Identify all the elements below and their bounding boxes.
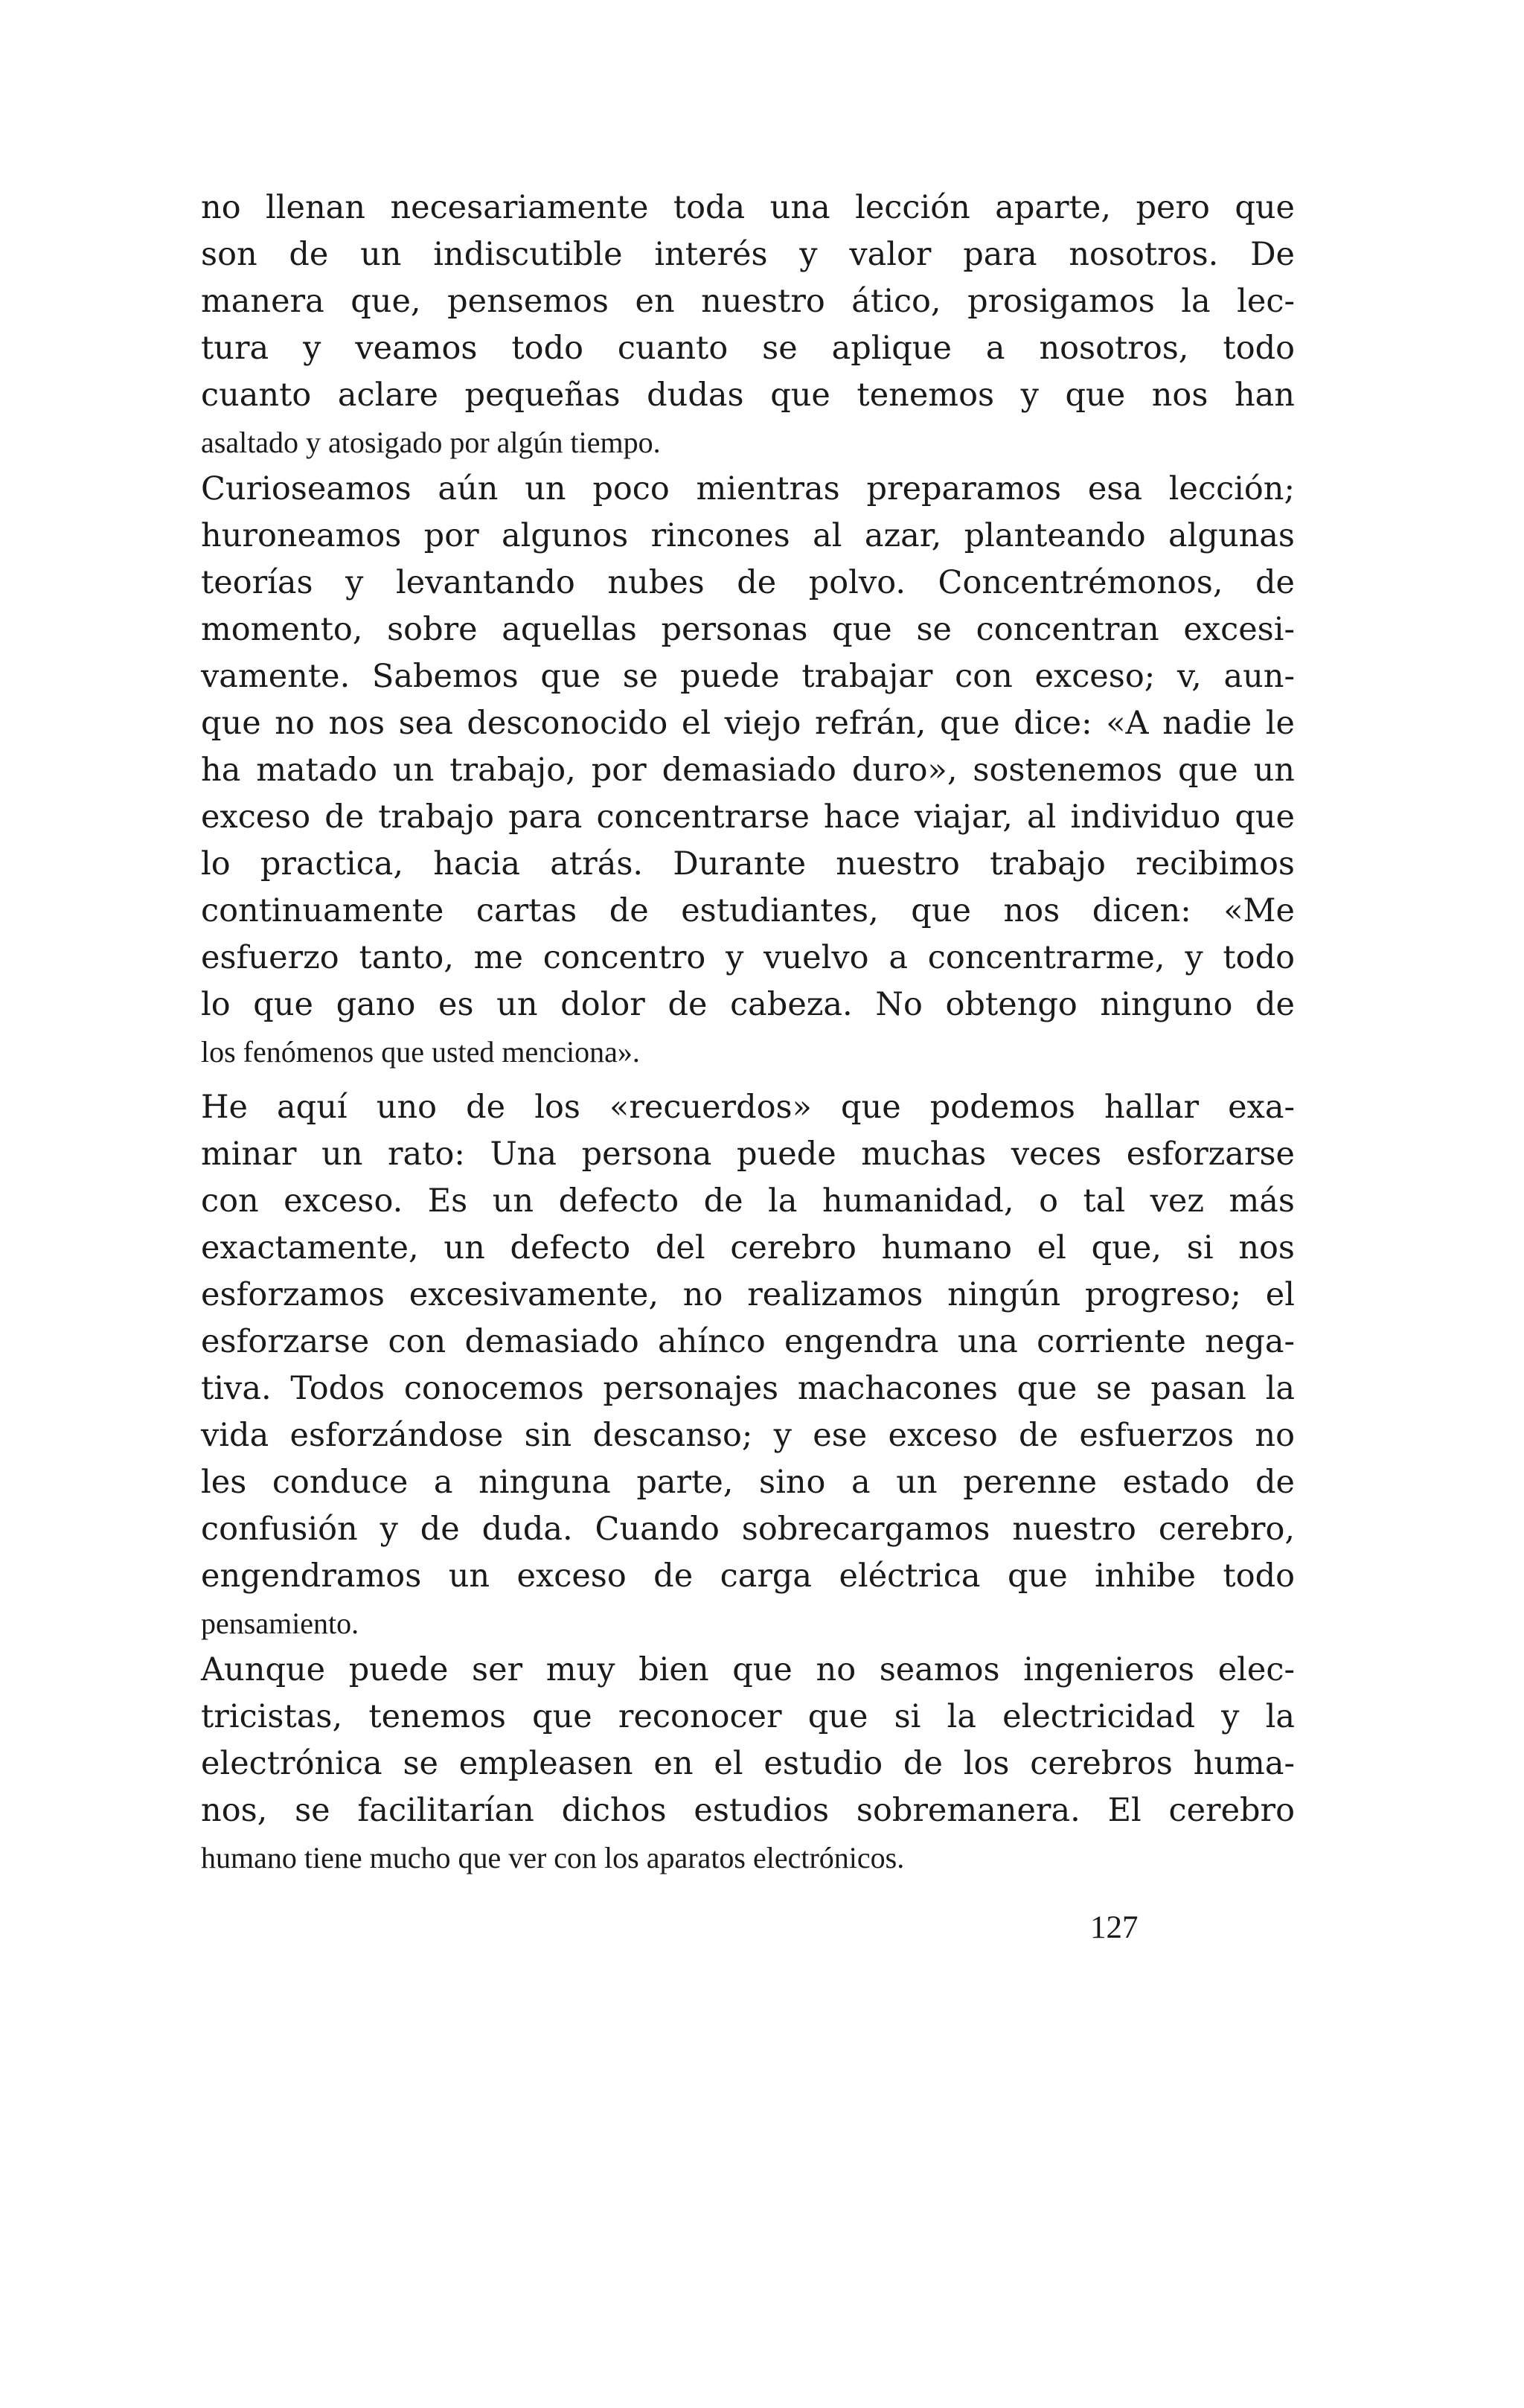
text-line: les conduce a ninguna parte, sino a un perenne estado de [201, 1464, 1295, 1501]
text-line: tura y veamos todo cuanto se aplique a nosotros, todo [201, 330, 1295, 367]
page-body [201, 185, 1295, 1881]
text-line: son de un indiscutible interés y valor para nosotros. De [201, 236, 1295, 273]
text-line: nos, se facilitarían dichos estudios sobremanera. El cerebro [201, 1792, 1295, 1829]
text-line: los fenómenos que usted menciona». [201, 1035, 640, 1069]
text-line: Aunque puede ser muy bien que no seamos ingenieros elec- [201, 1651, 1295, 1688]
text-line: esfuerzo tanto, me concentro y vuelvo a concentrarme, y todo [201, 939, 1295, 976]
text-line: esforzarse con demasiado ahínco engendra una corriente nega- [201, 1323, 1295, 1360]
page-number: 127 [1090, 1910, 1139, 1945]
text-line: tiva. Todos conocemos personajes machacones que se pasan la [201, 1370, 1295, 1407]
text-line: continuamente cartas de estudiantes, que nos dicen: «Me [201, 892, 1295, 929]
text-line: que no nos sea desconocido el viejo refrán, que dice: «A nadie le [201, 705, 1295, 742]
text-line: pensamiento. [201, 1607, 359, 1640]
text-line: Curioseamos aún un poco mientras preparamos esa lección; [201, 470, 1295, 507]
text-line: He aquí uno de los «recuerdos» que podemos hallar exa- [201, 1089, 1295, 1126]
text-line: asaltado y atosigado por algún tiempo. [201, 426, 661, 459]
text-line: tricistas, tenemos que reconocer que si la electricidad y la [201, 1698, 1295, 1735]
paragraph [201, 466, 1295, 1075]
paragraph [201, 1647, 1295, 1881]
text-line: esforzamos excesivamente, no realizamos ningún progreso; el [201, 1276, 1295, 1313]
paragraph [201, 1084, 1295, 1647]
text-line: con exceso. Es un defecto de la humanidad, o tal vez más [201, 1182, 1295, 1220]
text-line: ha matado un trabajo, por demasiado duro», sostenemos que un [201, 752, 1295, 789]
text-line: manera que, pensemos en nuestro ático, prosigamos la lec- [201, 283, 1295, 320]
text-line: engendramos un exceso de carga eléctrica que inhibe todo [201, 1557, 1295, 1595]
text-line: no llenan necesariamente toda una lección aparte, pero que [201, 189, 1295, 226]
paragraph [201, 185, 1295, 466]
text-line: teorías y levantando nubes de polvo. Concentrémonos, de [201, 564, 1295, 601]
text-line: lo practica, hacia atrás. Durante nuestro trabajo recibimos [201, 845, 1295, 883]
text-line: minar un rato: Una persona puede muchas veces esforzarse [201, 1136, 1295, 1173]
text-line: lo que gano es un dolor de cabeza. No obtengo ninguno de [201, 986, 1295, 1023]
text-line: vida esforzándose sin descanso; y ese exceso de esfuerzos no [201, 1417, 1295, 1454]
text-line: vamente. Sabemos que se puede trabajar con exceso; v, aun- [201, 658, 1295, 695]
paragraph-gap [201, 1075, 1295, 1084]
text-line: electrónica se empleasen en el estudio de los cerebros huma- [201, 1745, 1295, 1782]
text-line: confusión y de duda. Cuando sobrecargamos nuestro cerebro, [201, 1511, 1295, 1548]
text-line: humano tiene mucho que ver con los aparatos electrónicos. [201, 1841, 905, 1874]
text-line: exactamente, un defecto del cerebro humano el que, si nos [201, 1229, 1295, 1267]
text-line: momento, sobre aquellas personas que se concentran excesi- [201, 611, 1295, 648]
text-line: cuanto aclare pequeñas dudas que tenemos y que nos han [201, 377, 1295, 414]
text-line: exceso de trabajo para concentrarse hace viajar, al individuo que [201, 798, 1295, 836]
text-line: huroneamos por algunos rincones al azar, planteando algunas [201, 517, 1295, 554]
